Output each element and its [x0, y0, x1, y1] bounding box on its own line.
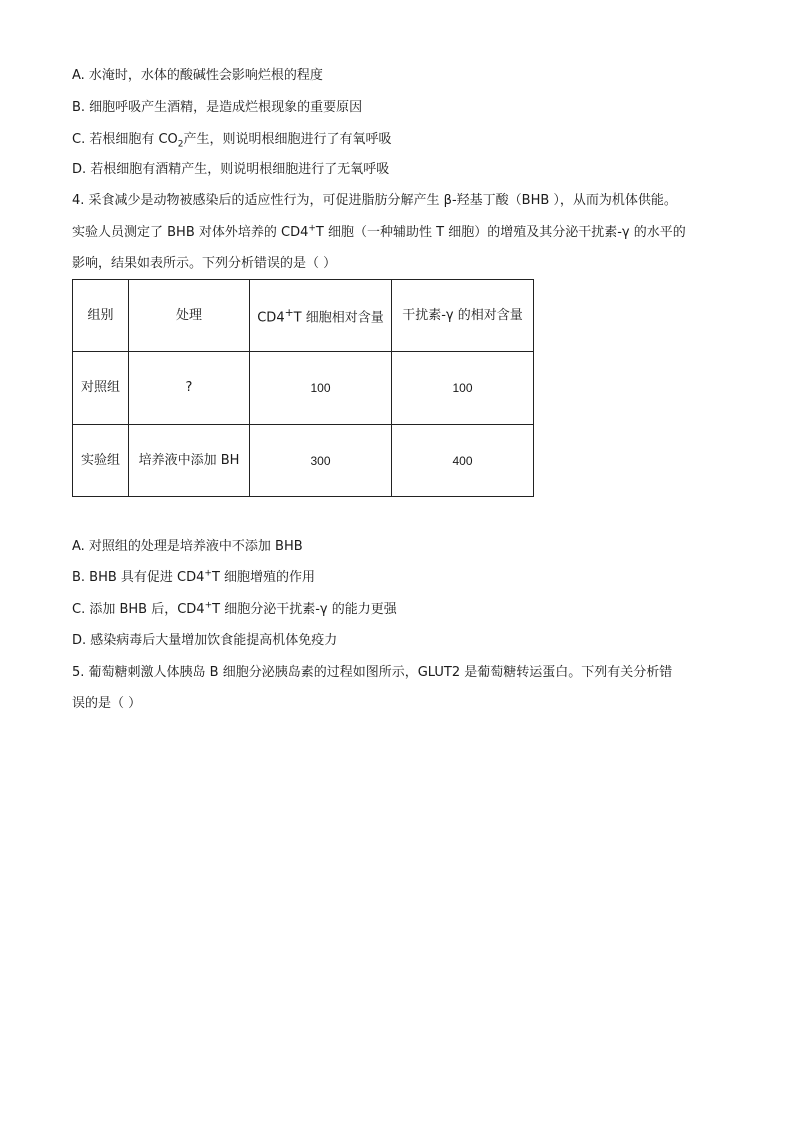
q4-option-b [72, 568, 315, 588]
q4-option-b-text-end: T 细胞增殖的作用 [211, 570, 316, 585]
table-header-row [73, 280, 534, 352]
q4-stem-line-3: 影响，结果如表所示。下列分析错误的是（ ） [72, 256, 337, 271]
q3-option-b: B. 细胞呼吸产生酒精，是造成烂根现象的重要原因 [72, 100, 363, 115]
q4-option-c-superscript: + [204, 600, 213, 611]
q4-stem-line-2 [72, 223, 686, 243]
q4-option-c-text-end: T 细胞分泌干扰素-γ 的能力更强 [212, 602, 397, 617]
header-group: 组别 [73, 280, 129, 352]
header-treatment: 处理 [129, 280, 250, 352]
q4-stem-line-2-text-end: T 细胞（一种辅助性 T 细胞）的增殖及其分泌干扰素-γ 的水平的 [315, 225, 686, 240]
row-control-ifn: 100 [392, 352, 534, 425]
q4-stem-line-2-text: 实验人员测定了 BHB 对体外培养的 CD4 [72, 225, 309, 240]
q4-stem-line-1: 4. 采食减少是动物被感染后的适应性行为，可促进脂肪分解产生 β-羟基丁酸（BHB ），从而为机体供能。 [72, 193, 677, 208]
row-experiment-treatment: 培养液中添加 BH [129, 425, 250, 497]
row-experiment-group: 实验组 [73, 425, 129, 497]
q3-option-c-text: C. 若根细胞有 CO [72, 132, 178, 147]
q4-option-c-text: C. 添加 BHB 后，CD4 [72, 602, 205, 617]
header-cd4 [250, 280, 392, 352]
q4-results-table [72, 279, 534, 497]
q3-option-c-subscript: 2 [177, 139, 184, 150]
header-cd4-superscript: + [284, 305, 294, 319]
table-row [73, 352, 534, 425]
q5-stem-line-2: 误的是（ ） [72, 696, 142, 711]
row-control-group: 对照组 [73, 352, 129, 425]
q3-option-d: D. 若根细胞有酒精产生，则说明根细胞进行了无氧呼吸 [72, 162, 390, 177]
table-row [73, 425, 534, 497]
row-control-treatment: ? [129, 352, 250, 425]
q4-option-b-superscript: + [204, 568, 212, 579]
q4-option-d: D. 感染病毒后大量增加饮食能提高机体免疫力 [72, 633, 338, 648]
q3-option-a: A. 水淹时，水体的酸碱性会影响烂根的程度 [72, 68, 323, 83]
header-cd4-text: CD4 [257, 310, 285, 326]
row-experiment-cd4: 300 [250, 425, 392, 497]
header-cd4-text-end: T 细胞相对含量 [293, 310, 384, 326]
q3-option-c-text-end: 产生，则说明根细胞进行了有氧呼吸 [183, 132, 392, 147]
row-control-cd4: 100 [250, 352, 392, 425]
q5-stem-line-1: 5. 葡萄糖刺激人体胰岛 B 细胞分泌胰岛素的过程如图所示，GLUT2 是葡萄糖转运蛋白。下列有关分析错 [72, 665, 673, 680]
q4-option-a: A. 对照组的处理是培养液中不添加 BHB [72, 539, 303, 554]
q4-option-b-text: B. BHB 具有促进 CD4 [72, 570, 205, 585]
q4-stem-superscript: + [308, 223, 316, 234]
row-experiment-ifn: 400 [392, 425, 534, 497]
q3-option-c [72, 130, 392, 150]
header-ifn: 干扰素-γ 的相对含量 [392, 280, 534, 352]
q4-option-c [72, 600, 397, 620]
